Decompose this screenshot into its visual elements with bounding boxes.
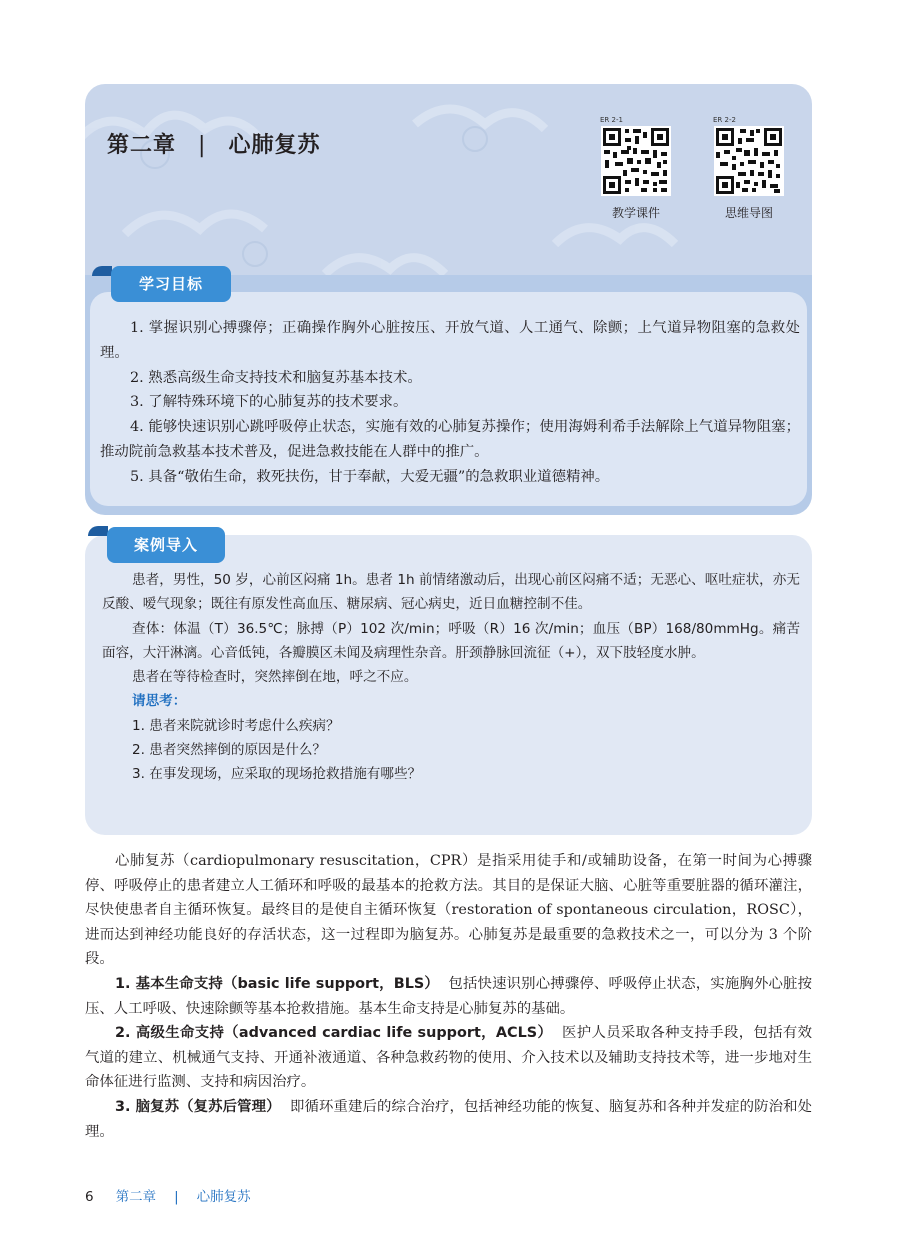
qr-courseware[interactable] (598, 116, 674, 221)
question-item: 3. 在事发现场，应采取的现场抢救措施有哪些？ (132, 766, 422, 783)
stage-text: 医护人员采取各种支持手段，包括有效气道的建立、机械通气支持、开通补液通道、各种急救药物的使用、介入技术以及辅助支持技术等，进一步地对生命体征进行监测、支持和病因治疗。 (85, 1025, 812, 1091)
case-content (102, 568, 800, 787)
think-heading: 请思考： (132, 693, 187, 710)
stage-paragraph (85, 972, 812, 1021)
qr-caption: 教学课件 (611, 206, 660, 220)
qr-code-icon[interactable] (714, 126, 784, 196)
objectives-tab: 学习目标 (111, 266, 231, 302)
question-item: 1. 患者来院就诊时考虑什么疾病？ (132, 717, 340, 734)
qr-code-id: ER 2-2 (713, 116, 736, 124)
intro-paragraph: 心肺复苏（cardiopulmonary resuscitation，CPR）是指采用徒手和/或辅助设备，在第一时间为心搏骤停、呼吸停止的患者建立人工循环和呼吸的最基本的抢救方法。其目的是保证大脑、心脏等重要脏器的循环灌注，尽快使患者自主循环恢复。最终目的是使自主循环恢复（restoration of spontaneous circulation，ROSC），进而达到神经功能良好的存活状态，这一过程即为脑复苏。心肺复苏是最重要的急救技术之一，可以分为 3 个阶段。 (85, 853, 812, 968)
objective-item: 4. 能够快速识别心跳呼吸停止状态，实施有效的心肺复苏操作；使用海姆利希手法解除上气道异物阻塞；推动院前急救基本技术普及，促进急救技能在人群中的推广。 (100, 419, 800, 460)
footer-separator: | (174, 1189, 179, 1205)
stage-title: 2. 高级生命支持（advanced cardiac life support，ACLS） (115, 1025, 553, 1042)
qr-caption: 思维导图 (724, 206, 773, 220)
footer-chapter-name: 心肺复苏 (196, 1189, 251, 1205)
footer-chapter-label: 第二章 (115, 1189, 157, 1205)
page-number: 6 (85, 1189, 94, 1205)
chapter-title (107, 128, 320, 159)
objective-item: 5. 具备“敬佑生命，救死扶伤，甘于奉献，大爱无疆”的急救职业道德精神。 (130, 468, 610, 485)
chapter-separator: | (198, 133, 207, 158)
case-tab: 案例导入 (107, 527, 225, 563)
chapter-label: 第二章 (107, 133, 177, 158)
tab-tail (88, 526, 108, 536)
chapter-name: 心肺复苏 (228, 133, 321, 158)
tab-tail (92, 266, 112, 276)
page-footer (85, 1185, 251, 1205)
objective-item: 2. 熟悉高级生命支持技术和脑复苏基本技术。 (130, 369, 422, 386)
case-paragraph: 患者在等待检查时，突然摔倒在地，呼之不应。 (132, 669, 418, 686)
case-paragraph: 查体：体温（T）36.5℃；脉搏（P）102 次/min；呼吸（R）16 次/min；血压（BP）168/80mmHg。痛苦面容，大汗淋漓。心音低钝，各瓣膜区未闻及病理性杂音。肝颈静脉回流征（+），双下肢轻度水肿。 (102, 620, 800, 661)
case-paragraph: 患者，男性，50 岁，心前区闷痛 1h。患者 1h 前情绪激动后，出现心前区闷痛不适；无恶心、呕吐症状，亦无反酸、嗳气现象；既往有原发性高血压、糖尿病、冠心病史，近日血糖控制不佳。 (102, 572, 800, 613)
objectives-list (100, 316, 800, 490)
stage-paragraph (85, 1021, 812, 1095)
stage-text: 包括快速识别心搏骤停、呼吸停止状态，实施胸外心脏按压、人工呼吸、快速除颤等基本抢救措施。基本生命支持是心肺复苏的基础。 (85, 975, 812, 1017)
stage-title: 1. 基本生命支持（basic life support，BLS） (115, 975, 439, 992)
qr-mindmap[interactable] (711, 116, 787, 221)
body-text (85, 849, 812, 1144)
objective-item: 1. 掌握识别心搏骤停；正确操作胸外心脏按压、开放气道、人工通气、除颤；上气道异物阻塞的急救处理。 (100, 320, 800, 361)
stage-title: 3. 脑复苏（复苏后管理） (115, 1098, 281, 1115)
objective-item: 3. 了解特殊环境下的心肺复苏的技术要求。 (130, 394, 408, 411)
stage-text: 即循环重建后的综合治疗，包括神经功能的恢复、脑复苏和各种并发症的防治和处理。 (85, 1098, 812, 1140)
stage-paragraph (85, 1095, 812, 1144)
question-item: 2. 患者突然摔倒的原因是什么？ (132, 742, 327, 759)
qr-code-id: ER 2-1 (600, 116, 623, 124)
qr-code-icon[interactable] (601, 126, 671, 196)
